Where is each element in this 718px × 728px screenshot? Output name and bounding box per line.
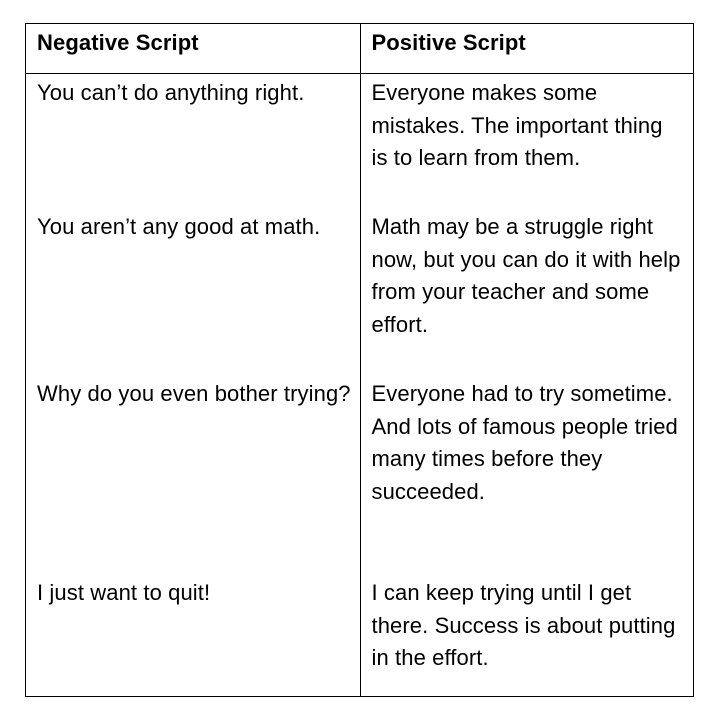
script-table-frame — [25, 23, 694, 697]
positive-script-cell: Everyone makes some mistakes. The important thing is to learn from them. — [371, 80, 663, 170]
positive-script-cell: Math may be a struggle right now, but you can do it with help from your teacher and some effort. — [371, 214, 681, 337]
table-row — [26, 375, 693, 574]
negative-script-cell: Why do you even bother trying? — [26, 375, 360, 574]
negative-script-cell: You can’t do anything right. — [26, 74, 360, 209]
script-comparison-table — [26, 24, 693, 696]
positive-script-cell: Everyone had to try sometime. And lots of famous people tried many times before they succeeded. — [371, 381, 678, 504]
table-row — [26, 208, 693, 375]
negative-script-cell: You aren’t any good at math. — [26, 208, 360, 375]
negative-script-header: Negative Script — [26, 24, 360, 74]
negative-script-cell: I just want to quit! — [26, 574, 360, 696]
table-row — [26, 574, 693, 696]
table-row — [26, 74, 693, 209]
positive-script-cell: I can keep trying until I get there. Success is about putting in the effort. — [371, 580, 676, 670]
table-header-row — [26, 24, 693, 74]
positive-script-header: Positive Script — [360, 24, 693, 74]
